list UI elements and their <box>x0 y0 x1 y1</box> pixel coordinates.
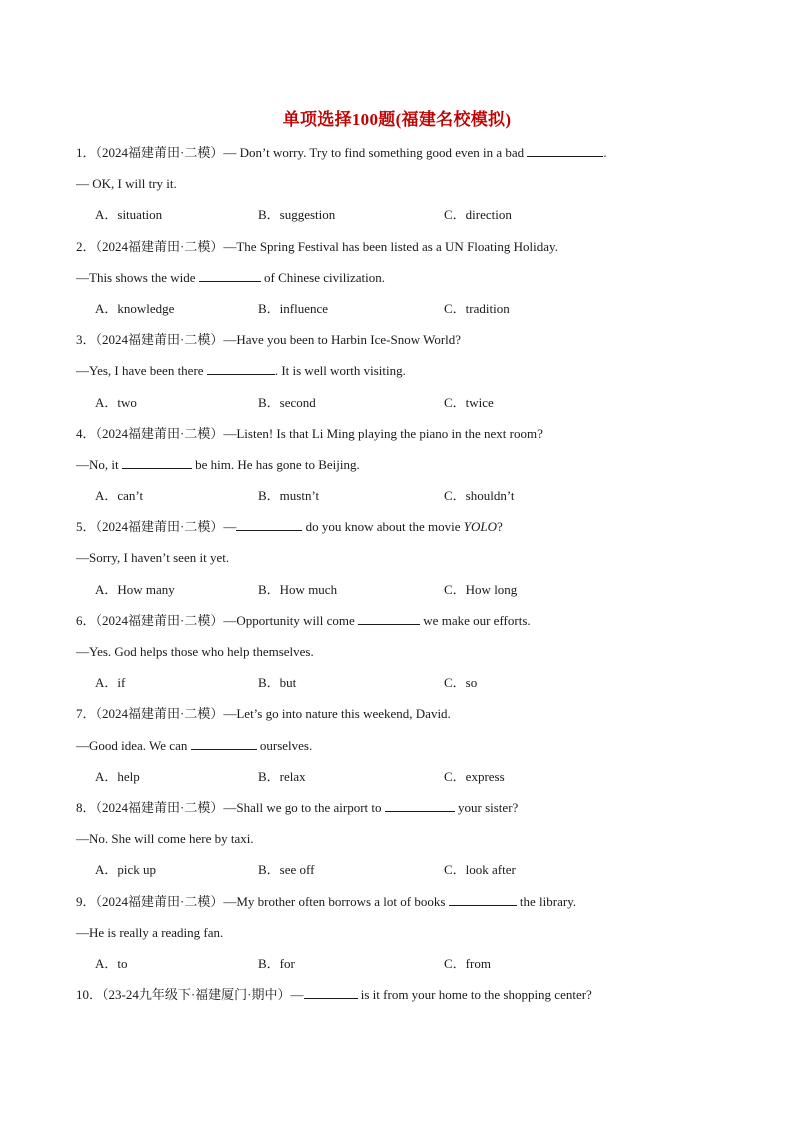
reply-text-end: . It is well worth visiting. <box>274 363 406 379</box>
question-source: （2024福建莆田·二模） <box>95 612 224 628</box>
option-a[interactable]: A．if <box>95 675 126 691</box>
question-7-stem <box>76 704 726 735</box>
question-3-reply <box>76 361 726 392</box>
option-b[interactable]: B．see off <box>258 862 315 878</box>
question-source: （2024福建莆田·二模） <box>95 238 224 254</box>
question-10-stem <box>76 985 726 1016</box>
answer-blank[interactable] <box>385 798 455 812</box>
option-c[interactable]: C．How long <box>444 581 518 597</box>
question-number: 5． <box>76 519 96 535</box>
question-8-options <box>76 860 726 891</box>
page-title: 单项选择100题(福建名校模拟) <box>282 110 512 129</box>
question-number: 4． <box>76 425 96 441</box>
reply-text: —Sorry, I haven’t seen it yet. <box>76 550 230 566</box>
option-b[interactable]: B．suggestion <box>258 207 336 223</box>
reply-text-end: be him. He has gone to Beijing. <box>195 456 360 472</box>
question-9-stem <box>76 892 726 923</box>
answer-blank[interactable] <box>199 268 261 282</box>
question-4-reply <box>76 455 726 486</box>
option-a[interactable]: A．two <box>95 394 137 410</box>
question-source: （2024福建莆田·二模） <box>95 332 224 348</box>
question-number: 9． <box>76 893 96 909</box>
question-source: （2024福建莆田·二模） <box>95 893 224 909</box>
answer-blank[interactable] <box>527 143 603 157</box>
question-text-end: the library. <box>519 893 577 909</box>
question-text: —Let’s go into nature this weekend, David. <box>223 706 451 722</box>
question-number: 2． <box>76 238 96 254</box>
question-number: 3． <box>76 332 96 348</box>
answer-blank[interactable] <box>207 361 275 375</box>
question-1-stem <box>76 143 726 174</box>
option-c[interactable]: C．direction <box>444 207 512 223</box>
question-6-options <box>76 673 726 704</box>
reply-text: —Yes, I have been there <box>76 363 204 379</box>
question-text: —Shall we go to the airport to <box>223 799 382 815</box>
question-5-reply <box>76 548 726 579</box>
option-a[interactable]: A．How many <box>95 581 175 597</box>
reply-text-end: of Chinese civilization. <box>264 269 385 285</box>
question-1-options <box>76 205 726 236</box>
question-number: 1． <box>76 145 96 160</box>
reply-text: — OK, I will try it. <box>76 176 177 192</box>
question-7-options <box>76 767 726 798</box>
reply-text: —This shows the wide <box>76 269 196 285</box>
question-7-reply <box>76 736 726 767</box>
question-2-reply <box>76 268 726 299</box>
reply-text: —Yes. God helps those who help themselves. <box>76 644 314 659</box>
question-8-stem <box>76 798 726 829</box>
question-list <box>76 143 726 1016</box>
option-a[interactable]: A．can’t <box>95 488 144 504</box>
option-b[interactable]: B．for <box>258 955 295 971</box>
question-number: 7． <box>76 706 96 722</box>
question-source: （2024福建莆田·二模） <box>95 799 224 815</box>
reply-text: —No, it <box>76 456 119 472</box>
option-b[interactable]: B．but <box>258 675 297 691</box>
reply-text: —No. She will come here by taxi. <box>76 831 254 847</box>
question-text: —Listen! Is that Li Ming playing the piano in the next room? <box>223 425 543 441</box>
option-a[interactable]: A．help <box>95 768 140 784</box>
question-source: （2024福建莆田·二模） <box>95 519 224 535</box>
question-3-options <box>76 393 726 424</box>
question-source: （2024福建莆田·二模） <box>95 145 224 160</box>
option-c[interactable]: C．tradition <box>444 300 510 316</box>
reply-text-end: ourselves. <box>259 737 313 753</box>
option-a[interactable]: A．pick up <box>95 862 157 878</box>
answer-blank[interactable] <box>122 455 192 469</box>
question-source: （2024福建莆田·二模） <box>95 425 224 441</box>
option-a[interactable]: A．knowledge <box>95 300 175 316</box>
question-text-end: is it from your home to the shopping center? <box>360 987 592 1003</box>
question-4-stem <box>76 424 726 455</box>
question-text: —Opportunity will come <box>223 612 355 628</box>
option-c[interactable]: C．so <box>444 675 478 691</box>
option-b[interactable]: B．second <box>258 394 316 410</box>
answer-blank[interactable] <box>449 892 517 906</box>
question-source: （23-24九年级下·福建厦门·期中） <box>102 987 291 1003</box>
option-c[interactable]: C．look after <box>444 862 516 878</box>
question-2-options <box>76 299 726 330</box>
question-text-end: do you know about the movie <box>305 519 461 535</box>
reply-text: —Good idea. We can <box>76 737 188 753</box>
answer-blank[interactable] <box>304 985 358 999</box>
question-text-end: we make our efforts. <box>423 612 531 628</box>
question-text: —The Spring Festival has been listed as a UN Floating Holiday. <box>223 238 558 254</box>
question-9-options <box>76 954 726 985</box>
answer-blank[interactable] <box>358 611 420 625</box>
reply-text: —He is really a reading fan. <box>76 924 224 940</box>
question-6-reply <box>76 642 726 673</box>
question-6-stem <box>76 611 726 642</box>
question-mark: ? <box>497 519 503 535</box>
question-4-options <box>76 486 726 517</box>
option-b[interactable]: B．influence <box>258 300 329 316</box>
question-5-stem <box>76 517 726 548</box>
question-9-reply <box>76 923 726 954</box>
option-c[interactable]: C．shouldn’t <box>444 488 515 504</box>
option-c[interactable]: C．twice <box>444 394 494 410</box>
question-3-stem <box>76 330 726 361</box>
question-2-stem <box>76 237 726 268</box>
question-text-end: your sister? <box>458 799 519 815</box>
question-text: —Have you been to Harbin Ice-Snow World? <box>223 332 462 348</box>
answer-blank[interactable] <box>236 517 302 531</box>
option-b[interactable]: B．mustn’t <box>258 488 320 504</box>
question-text: — Don’t worry. Try to find something good even in a bad <box>223 145 525 160</box>
question-text: — <box>290 987 304 1003</box>
question-text: — <box>223 519 237 535</box>
question-number: 6． <box>76 612 96 628</box>
question-number: 8． <box>76 799 96 815</box>
option-c[interactable]: C．express <box>444 768 505 784</box>
question-number: 10． <box>76 987 103 1003</box>
question-5-options <box>76 580 726 611</box>
answer-blank[interactable] <box>191 736 257 750</box>
question-8-reply <box>76 829 726 860</box>
question-text: —My brother often borrows a lot of books <box>223 893 446 909</box>
option-b[interactable]: B．relax <box>258 768 306 784</box>
option-c[interactable]: C．from <box>444 955 491 971</box>
option-b[interactable]: B．How much <box>258 581 338 597</box>
movie-title: YOLO <box>463 519 498 535</box>
question-text-end: . <box>603 145 607 160</box>
question-source: （2024福建莆田·二模） <box>95 706 224 722</box>
question-1-reply <box>76 174 726 205</box>
option-a[interactable]: A．to <box>95 955 128 971</box>
option-a[interactable]: A．situation <box>95 207 163 223</box>
